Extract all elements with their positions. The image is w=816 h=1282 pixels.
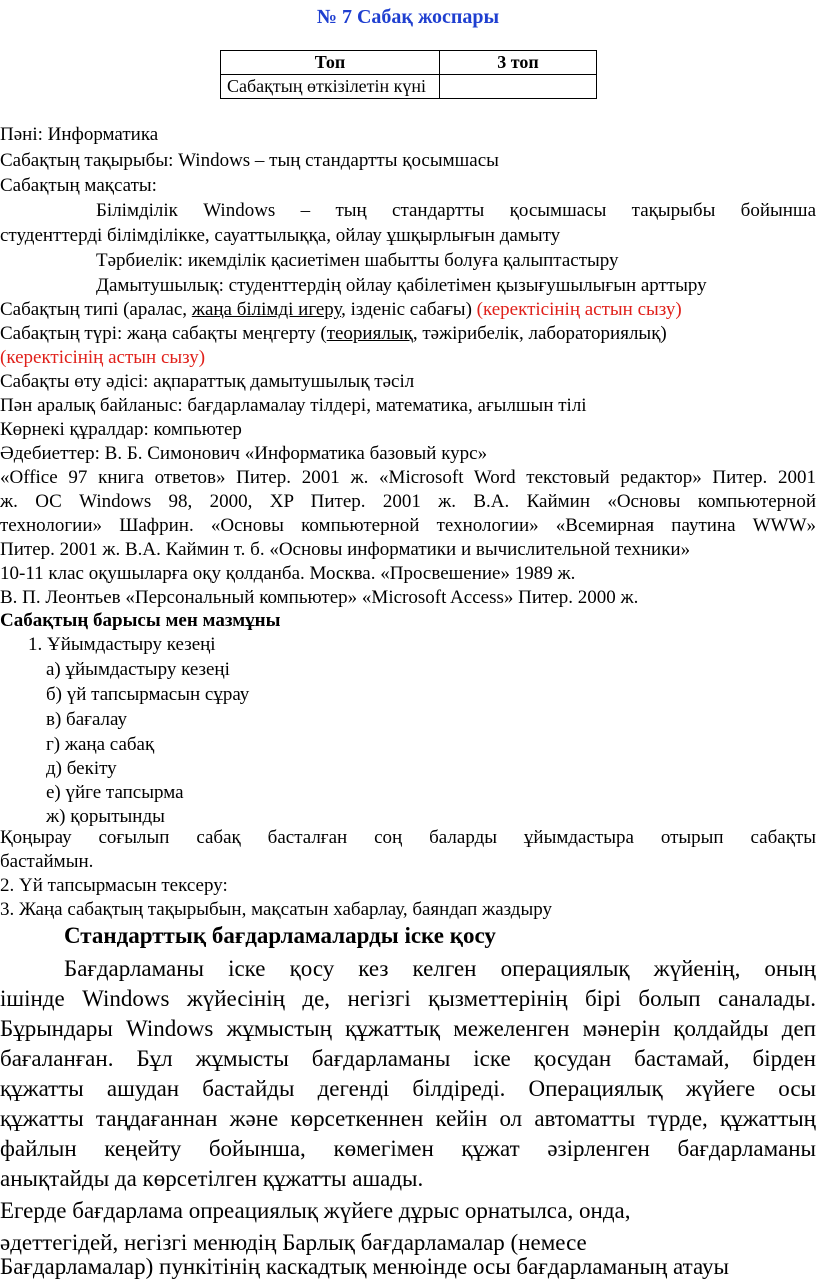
paragraph-line: құжатты ашудан бастайды дегенді білдіреді. Операциялық жүйеге осы bbox=[0, 1076, 816, 1101]
list-item: г) жаңа сабақ bbox=[46, 734, 155, 755]
section-heading: Стандарттық бағдарламаларды іске қосу bbox=[64, 923, 496, 948]
paragraph-line: Бағдарламаны іске қосу кез келген операциялық жүйенің, оның bbox=[64, 956, 816, 981]
developing-goal-line: Дамытушылық: студенттердің ойлау қабілетімен қызығушылығын арттыру bbox=[96, 275, 707, 296]
paragraph-line: бағаланған. Бұл жұмысты бағдарламаны іске қосудан бастамай, бірден bbox=[0, 1046, 816, 1071]
paragraph-line: файлын кеңейту бойынша, көмегімен құжат әзірленген бағдарламаны bbox=[0, 1136, 816, 1161]
topic-line: Сабақтың тақырыбы: Windows – тың стандартты қосымшасы bbox=[0, 150, 499, 171]
list-item: ж) қорытынды bbox=[46, 806, 165, 827]
visual-aids-line: Көрнекі құралдар: компьютер bbox=[0, 419, 242, 440]
list-item: в) бағалау bbox=[46, 709, 127, 730]
literature-line: В. П. Леонтьев «Персональный компьютер» «Microsoft Access» Питер. 2000 ж. bbox=[0, 587, 639, 608]
literature-line: ж. ОС Windows 98, 2000, XP Питер. 2001 ж. В.А. Каймин «Основы компьютерной bbox=[0, 491, 816, 512]
literature-line: технологии» Шафрин. «Основы компьютерной технологии» «Всемирная паутина WWW» bbox=[0, 515, 816, 536]
list-item: д) бекіту bbox=[46, 758, 117, 779]
lesson-kind-line bbox=[0, 322, 667, 346]
subject-line: Пәні: Информатика bbox=[0, 124, 159, 145]
literature-line: 10-11 клас оқушыларға оқу қолданба. Москва. «Просвешение» 1989 ж. bbox=[0, 563, 576, 584]
table-cell-date-value bbox=[440, 75, 597, 99]
step-new-lesson: 3. Жаңа сабақтың тақырыбын, мақсатын хабарлау, баяндап жаздыру bbox=[0, 899, 552, 920]
lesson-flow-heading: Сабақтың барысы мен мазмұны bbox=[0, 610, 281, 631]
upbringing-goal-line: Тәрбиелік: икемділік қасиетімен шабытты болуға қалыптастыру bbox=[96, 250, 619, 271]
paragraph-line: анықтайды да көрсетілген құжатты ашады. bbox=[0, 1166, 424, 1191]
lesson-type-selected: жаңа білімді игеру bbox=[191, 299, 342, 320]
paragraph-line: құжатты таңдағаннан және көрсеткеннен кейін ол автоматты түрде, құжаттың bbox=[0, 1106, 816, 1131]
lesson-kind-prefix: Сабақтың түрі: жаңа сабақты меңгерту ( bbox=[0, 323, 327, 344]
literature-line: «Office 97 книга ответов» Питер. 2001 ж. «Microsoft Word текстовый редактор» Питер. 2001 bbox=[0, 467, 816, 488]
literature-line: Питер. 2001 ж. В.А. Каймин т. б. «Основы информатики и вычислительной техники» bbox=[0, 539, 691, 560]
paragraph-line: Егерде бағдарлама опреациялық жүйеге дұрыс орнатылса, онда, bbox=[0, 1198, 631, 1223]
lesson-type-line bbox=[0, 298, 682, 322]
step-organization: 1. Ұйымдастыру кезеңі bbox=[28, 634, 216, 655]
lesson-info-table bbox=[220, 50, 597, 99]
table-header-group: Топ bbox=[221, 51, 440, 75]
list-item: б) үй тапсырмасын сұрау bbox=[46, 684, 250, 705]
lesson-type-suffix: , ізденіс сабағы) bbox=[341, 299, 477, 320]
lesson-type-instruction: (керектісінің астын сызу) bbox=[476, 299, 682, 320]
lesson-kind-instruction: (керектісінің астын сызу) bbox=[0, 347, 206, 368]
lesson-kind-suffix: , тәжірибелік, лабораториялық) bbox=[412, 323, 667, 344]
paragraph-line: әдеттегідей, негізгі менюдің Барлық бағдарламалар (немесе bbox=[0, 1230, 587, 1255]
page-title: № 7 Сабақ жоспары bbox=[316, 6, 500, 28]
list-item: е) үйге тапсырма bbox=[46, 782, 184, 803]
paragraph-line: ішінде Windows жүйесінің де, негізгі қызметтерінің бірі болып саналады. bbox=[0, 986, 816, 1011]
educational-goal-continuation: студенттерді білімділікке, сауаттылыққа, ойлау ұшқырлығын дамыту bbox=[0, 225, 561, 246]
lesson-type-prefix: Сабақтың типі (аралас, bbox=[0, 299, 192, 320]
bell-paragraph: Қоңырау соғылып сабақ басталған соң баларды ұйымдастыра отырып сабақты bbox=[0, 827, 816, 848]
table-header-group-value: 3 топ bbox=[440, 51, 597, 75]
paragraph-line: Бұрындары Windows жұмыстың құжаттық межеленген мәнерін қолдайды деп bbox=[0, 1016, 816, 1041]
paragraph-line: Бағдарламалар) пункітінің каскадтық менюінде осы бағдарламаның атауы bbox=[0, 1254, 729, 1279]
bell-paragraph-end: бастаймын. bbox=[0, 851, 94, 872]
list-item: а) ұйымдастыру кезеңі bbox=[46, 659, 230, 680]
table-cell-date-label: Сабақтың өткізілетін күні bbox=[221, 75, 440, 99]
step-homework-check: 2. Үй тапсырмасын тексеру: bbox=[0, 875, 228, 896]
goals-label: Сабақтың мақсаты: bbox=[0, 175, 157, 196]
method-line: Сабақты өту әдісі: ақпараттық дамытушылық тәсіл bbox=[0, 371, 415, 392]
lesson-kind-selected: теориялық bbox=[326, 323, 413, 344]
literature-line: Әдебиеттер: В. Б. Симонович «Информатика базовый курс» bbox=[0, 443, 488, 464]
educational-goal-line: Білімділік Windows – тың стандартты қосымшасы тақырыбы бойынша bbox=[96, 200, 816, 221]
interdisciplinary-line: Пән аралық байланыс: бағдарламалау тілдері, математика, ағылшын тілі bbox=[0, 395, 587, 416]
